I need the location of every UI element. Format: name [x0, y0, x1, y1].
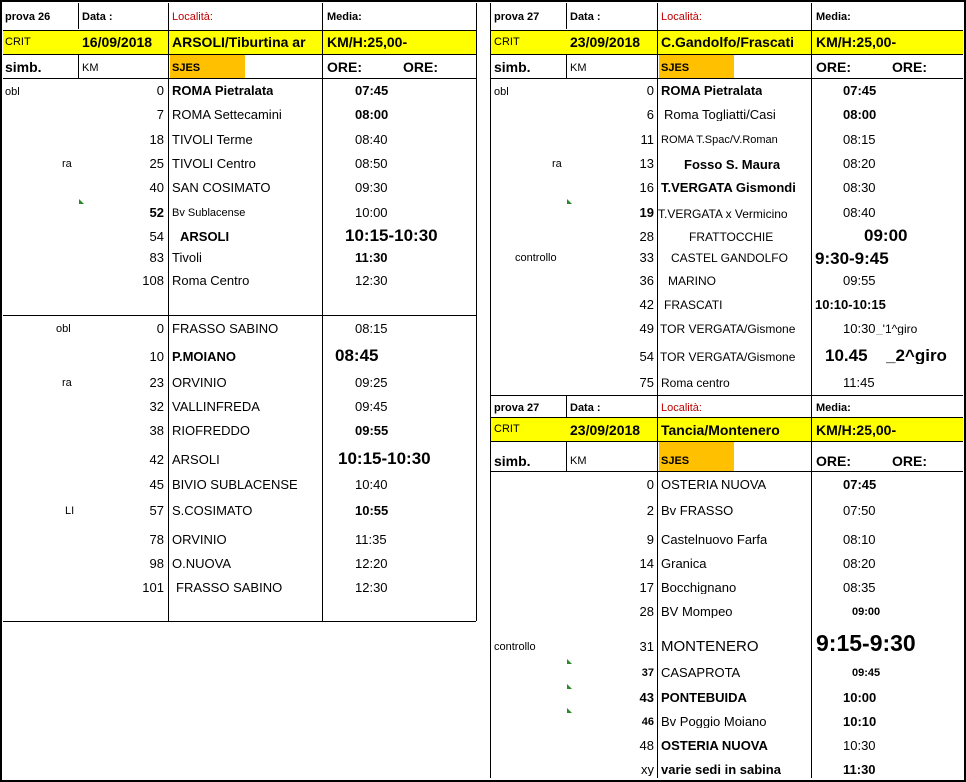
rb-r4-time: 08:35	[843, 581, 876, 594]
left-r2-1-place: P.MOIANO	[172, 350, 237, 363]
rb-localita-label: Località:	[661, 403, 702, 414]
rt-r6-time: 09:00	[864, 227, 908, 244]
rt-sjes: SJES	[661, 63, 690, 74]
rb-r6-km: 31	[639, 640, 654, 653]
left-r1-3-km: 25	[149, 157, 164, 170]
rb-r9-km: 46	[641, 717, 654, 728]
rb-r10-time: 10:30	[843, 739, 876, 752]
left-r2-0-simb: obl	[56, 324, 71, 335]
rt-r2-time: 08:15	[843, 133, 876, 146]
left-r1-3-place: TIVOLI Centro	[172, 157, 256, 170]
left-r1-2-time: 08:40	[355, 133, 388, 146]
rt-r7-time: 9:30-9:45	[815, 250, 889, 267]
rt-r11-note: _2^giro	[886, 347, 947, 364]
rt-r6-km: 28	[639, 230, 654, 243]
rt-line	[566, 3, 567, 29]
left-r2-1-km: 10	[149, 350, 164, 363]
comment-marker-icon	[567, 659, 572, 664]
rt-r5-place: T.VERGATA x Vermicino	[658, 208, 788, 220]
rt-r12-time: 11:45	[843, 376, 875, 389]
rb-r5-place: BV Mompeo	[661, 605, 733, 618]
rt-r10-km: 49	[639, 322, 654, 335]
rt-r7-place: CASTEL GANDOLFO	[671, 252, 788, 264]
left-r1-0-time: 07:45	[355, 84, 389, 97]
left-line	[78, 3, 79, 29]
left-ore1: ORE:	[327, 60, 362, 74]
rt-line	[490, 3, 491, 778]
rb-r0-km: 0	[646, 478, 654, 491]
left-r1-4-km: 40	[149, 181, 164, 194]
rt-r10-time: 10:30	[843, 322, 876, 335]
rt-r11-place: TOR VERGATA/Gismone	[660, 351, 796, 363]
left-r2-6-time: 10:40	[355, 478, 388, 491]
rb-r9-time: 10:10	[843, 715, 877, 728]
rt-r9-km: 42	[639, 298, 654, 311]
rt-r3-place: Fosso S. Maura	[684, 158, 781, 171]
rt-r3-simb: ra	[552, 159, 562, 170]
left-r2-8-time: 11:35	[355, 533, 387, 546]
left-ore2: ORE:	[403, 60, 438, 74]
left-r2-3-time: 09:45	[355, 400, 388, 413]
left-date: 16/09/2018	[82, 35, 153, 49]
rb-line	[811, 396, 812, 778]
left-line	[3, 621, 476, 622]
rt-r8-km: 36	[639, 274, 654, 287]
left-line	[78, 54, 79, 78]
rt-ore1: ORE:	[816, 60, 851, 74]
rt-r5-km: 19	[639, 206, 654, 219]
rt-r10-note: _'1^giro	[876, 323, 918, 335]
rt-r10-place: TOR VERGATA/Gismone	[660, 323, 796, 335]
rt-r4-place: T.VERGATA Gismondi	[661, 181, 796, 194]
rt-r7-km: 33	[639, 251, 654, 264]
left-r2-3-place: VALLINFREDA	[172, 400, 260, 413]
rt-r12-place: Roma centro	[661, 377, 730, 389]
rt-r11-km: 54	[639, 350, 654, 363]
rb-r11-km: xy	[641, 763, 654, 776]
left-r1-4-time: 09:30	[355, 181, 388, 194]
left-r1-6-km: 54	[149, 230, 164, 243]
left-line	[3, 54, 476, 55]
rb-r3-place: Granica	[661, 557, 707, 570]
left-r2-7-km: 57	[149, 504, 164, 517]
rb-r7-km: 37	[641, 668, 654, 679]
rb-r10-km: 48	[639, 739, 654, 752]
left-r1-5-place: Bv Sublacense	[172, 208, 246, 219]
left-r1-4-place: SAN COSIMATO	[172, 181, 271, 194]
rt-line	[491, 78, 963, 79]
rt-r9-place: FRASCATI	[664, 299, 723, 311]
left-data-label: Data :	[82, 12, 113, 23]
rb-ore1: ORE:	[816, 454, 851, 468]
left-r2-2-time: 09:25	[355, 376, 388, 389]
left-r2-8-km: 78	[149, 533, 164, 546]
left-r1-1-time: 08:00	[355, 108, 389, 121]
left-r2-3-km: 32	[149, 400, 164, 413]
rb-r6-place: MONTENERO	[661, 639, 759, 654]
left-localita-label: Località:	[172, 12, 213, 23]
rt-place: C.Gandolfo/Frascati	[661, 35, 795, 49]
left-place: ARSOLI/Tiburtina ar	[172, 35, 306, 49]
rb-r1-km: 2	[646, 504, 654, 517]
left-simb: simb.	[5, 60, 42, 74]
comment-marker-icon	[567, 684, 572, 689]
rb-r11-place: varie sedi in sabina	[661, 763, 781, 776]
rt-r1-place: Roma Togliatti/Casi	[664, 108, 776, 121]
left-r2-2-place: ORVINIO	[172, 376, 227, 389]
left-r2-10-km: 101	[142, 581, 164, 594]
rb-r0-place: OSTERIA NUOVA	[661, 478, 767, 491]
rb-r5-km: 28	[639, 605, 654, 618]
rb-media: KM/H:25,00-	[816, 423, 897, 437]
left-r1-1-place: ROMA Settecamini	[172, 108, 282, 121]
rb-ore2: ORE:	[892, 454, 927, 468]
rt-r9-time: 10:10-10:15	[815, 298, 886, 311]
rt-localita-label: Località:	[661, 12, 702, 23]
left-r1-7-place: Tivoli	[172, 251, 202, 264]
rt-r1-time: 08:00	[843, 108, 877, 121]
left-r1-1-km: 7	[156, 108, 164, 121]
rb-line	[657, 396, 658, 778]
left-r2-6-place: BIVIO SUBLACENSE	[172, 478, 298, 491]
left-sjes: SJES	[172, 63, 201, 74]
left-r2-5-place: ARSOLI	[172, 453, 220, 466]
rt-line	[491, 30, 963, 31]
rb-r0-time: 07:45	[843, 478, 877, 491]
left-line	[476, 3, 477, 621]
rb-r3-time: 08:20	[843, 557, 876, 570]
rt-r11-time: 10.45	[825, 347, 868, 364]
rt-r5-time: 08:40	[843, 206, 876, 219]
rt-r2-place: ROMA T.Spac/V.Roman	[661, 135, 778, 146]
left-r1-0-km: 0	[156, 84, 164, 97]
rb-place: Tancia/Montenero	[661, 423, 780, 437]
rt-line	[491, 54, 963, 55]
left-r2-0-place: FRASSO SABINO	[172, 322, 279, 335]
left-r2-4-time: 09:55	[355, 424, 389, 437]
rt-r1-km: 6	[646, 108, 654, 121]
rt-r3-time: 08:20	[843, 157, 876, 170]
rb-r6-time: 9:15-9:30	[816, 632, 916, 655]
comment-marker-icon	[567, 708, 572, 713]
left-r1-8-time: 12:30	[355, 274, 388, 287]
rt-line	[566, 54, 567, 78]
left-r2-4-place: RIOFREDDO	[172, 424, 250, 437]
rb-sjes: SJES	[661, 456, 690, 467]
rb-line	[566, 441, 567, 471]
left-r2-2-simb: ra	[62, 378, 72, 389]
rt-r0-place: ROMA Pietralata	[661, 84, 763, 97]
left-r1-2-km: 18	[149, 133, 164, 146]
rt-line	[811, 3, 812, 395]
rb-r1-place: Bv FRASSO	[661, 504, 734, 517]
left-media-label: Media:	[327, 12, 362, 23]
left-r2-7-time: 10:55	[355, 504, 389, 517]
rt-data-label: Data :	[570, 12, 601, 23]
left-line	[3, 315, 476, 316]
rt-simb: simb.	[494, 60, 531, 74]
rb-r6-simb: controllo	[494, 642, 536, 653]
rt-r4-time: 08:30	[843, 181, 876, 194]
comment-marker-icon	[567, 199, 572, 204]
rb-r5-time: 09:00	[852, 607, 881, 618]
left-r2-0-time: 08:15	[355, 322, 388, 335]
left-r1-5-time: 10:00	[355, 206, 388, 219]
left-r1-7-km: 83	[149, 251, 164, 264]
rb-line	[491, 441, 963, 442]
left-r1-5-km: 52	[149, 206, 164, 219]
rb-simb: simb.	[494, 454, 531, 468]
rt-date: 23/09/2018	[570, 35, 641, 49]
rt-r2-km: 11	[640, 133, 654, 146]
rb-r4-place: Bocchignano	[661, 581, 737, 594]
rt-r3-km: 13	[639, 157, 654, 170]
left-r2-9-place: O.NUOVA	[172, 557, 231, 570]
rb-prova: prova 27	[494, 403, 540, 414]
comment-marker-icon	[79, 199, 84, 204]
rb-line	[491, 417, 963, 418]
left-r1-8-place: Roma Centro	[172, 274, 250, 287]
left-r2-2-km: 23	[149, 376, 164, 389]
left-r2-1-time: 08:45	[335, 347, 379, 364]
left-line	[322, 3, 323, 621]
rt-km: KM	[570, 63, 587, 74]
left-r1-8-km: 108	[142, 274, 164, 287]
left-r2-9-time: 12:20	[355, 557, 388, 570]
left-r1-0-simb: obl	[5, 87, 20, 98]
rb-r7-place: CASAPROTA	[661, 666, 741, 679]
left-r2-8-place: ORVINIO	[172, 533, 227, 546]
rb-line	[491, 471, 963, 472]
rb-line	[566, 396, 567, 417]
rt-media: KM/H:25,00-	[816, 35, 897, 49]
left-prova: prova 26	[5, 12, 51, 23]
left-r1-3-time: 08:50	[355, 157, 388, 170]
rt-r12-km: 75	[639, 376, 654, 389]
left-r2-10-place: FRASSO SABINO	[176, 581, 283, 594]
left-r1-2-place: TIVOLI Terme	[172, 133, 253, 146]
rb-date: 23/09/2018	[570, 423, 641, 437]
rb-km: KM	[570, 456, 587, 467]
rt-r4-km: 16	[639, 181, 654, 194]
left-r2-9-km: 98	[149, 557, 164, 570]
rb-r2-time: 08:10	[843, 533, 876, 546]
rt-media-label: Media:	[816, 12, 851, 23]
left-line	[168, 3, 169, 621]
rt-line	[491, 395, 963, 396]
rb-r8-km: 43	[639, 691, 654, 704]
rt-crit: CRIT	[494, 37, 520, 48]
left-r2-6-km: 45	[149, 478, 164, 491]
left-r2-5-time: 10:15-10:30	[338, 450, 431, 467]
rb-r9-place: Bv Poggio Moiano	[661, 715, 767, 728]
left-r1-6-place: ARSOLI	[180, 230, 230, 243]
rt-r8-time: 09:55	[843, 274, 876, 287]
rb-r11-time: 11:30	[843, 763, 876, 776]
rb-r10-place: OSTERIA NUOVA	[661, 739, 768, 752]
left-media: KM/H:25,00-	[327, 35, 408, 49]
rb-r2-place: Castelnuovo Farfa	[661, 533, 768, 546]
left-km: KM	[82, 63, 99, 74]
left-r2-4-km: 38	[149, 424, 164, 437]
left-r2-0-km: 0	[156, 322, 164, 335]
left-crit: CRIT	[5, 37, 31, 48]
left-r2-7-place: S.COSIMATO	[172, 504, 253, 517]
rb-crit: CRIT	[494, 424, 520, 435]
rt-r6-place: FRATTOCCHIE	[689, 231, 774, 243]
rb-data-label: Data :	[570, 403, 601, 414]
rt-r0-simb: obl	[494, 87, 509, 98]
rt-r0-time: 07:45	[843, 84, 877, 97]
left-r2-7-simb: LI	[65, 506, 75, 517]
rb-r1-time: 07:50	[843, 504, 876, 517]
rb-r3-km: 14	[639, 557, 654, 570]
rt-prova: prova 27	[494, 12, 540, 23]
rt-line	[657, 3, 658, 395]
rb-r2-km: 9	[646, 533, 654, 546]
rt-ore2: ORE:	[892, 60, 927, 74]
left-r1-7-time: 11:30	[355, 251, 388, 264]
left-r2-10-time: 12:30	[355, 581, 388, 594]
rb-r7-time: 09:45	[852, 668, 881, 679]
rb-r4-km: 17	[639, 581, 654, 594]
rb-media-label: Media:	[816, 403, 851, 414]
rt-r8-place: MARINO	[668, 275, 716, 287]
left-line	[3, 78, 476, 79]
rb-r8-place: PONTEBUIDA	[661, 691, 747, 704]
left-line	[3, 30, 476, 31]
left-r1-0-place: ROMA Pietralata	[172, 84, 274, 97]
rt-r0-km: 0	[646, 84, 654, 97]
left-r2-5-km: 42	[149, 453, 164, 466]
left-r1-3-simb: ra	[62, 159, 72, 170]
rb-r8-time: 10:00	[843, 691, 877, 704]
left-r1-6-time: 10:15-10:30	[345, 227, 438, 244]
rt-r7-simb: controllo	[515, 253, 557, 264]
